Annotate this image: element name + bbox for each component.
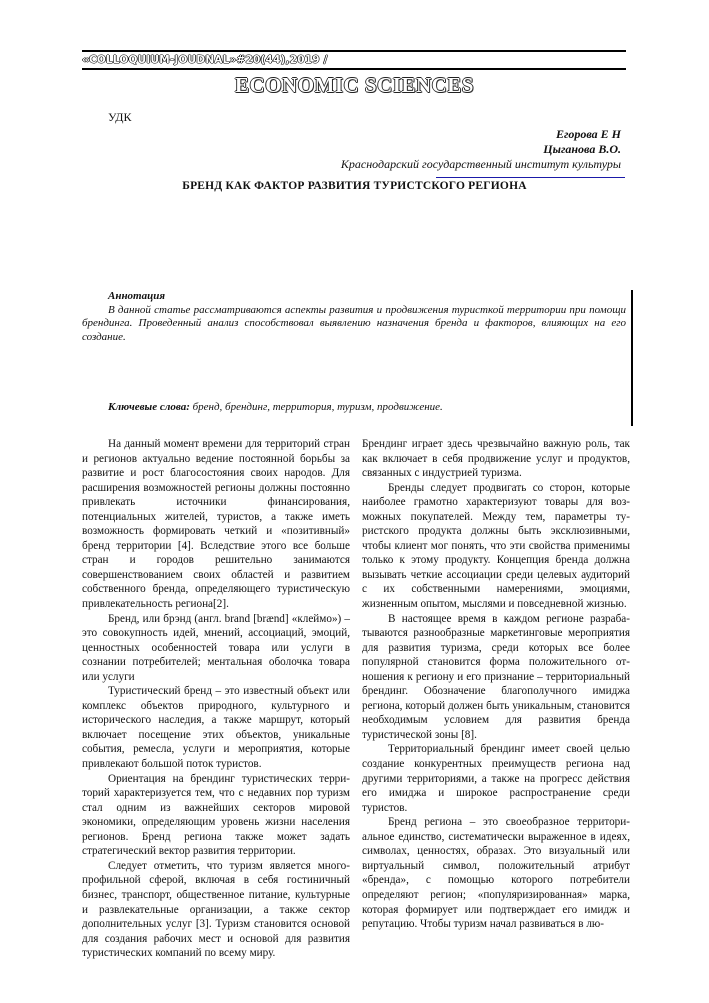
body-left-column [82,437,350,961]
body-paragraph: Ориентация на брендинг туристических территорий характеризуется тем, что с недавних пор туризм стал одним из важнейших секторов мировой экономики, определяющим уровень жизни населения регионов. Бренд региона также может задать стратегический вектор развития территории. [82,772,350,858]
keywords-label: Ключевые слова: [108,401,190,413]
body-paragraph: Туристический бренд – это известный объект или комплекс объектов природного, культурного и исторического наследия, а также маршрут, который включает посещение этих объектов, уникальные события, ремесла, услуги и мероприятия, которые привлекают большой поток туристов. [82,685,350,771]
body-paragraph: Бренды следует продвигать со сторон, которые наиболее грамотно характеризуют товары для возможных покупателей. Между тем, параметры туристского продукта должны быть эксклюзивными, чтобы клиент мог понять, что эти свойства применимы только к этому продукту. Концепция бренда должна вызывать четкие ассоциации среди целевых аудиторий с их собственными намерениями, эмоциями, жизненным опытом, мыслями и повседневной жизнью. [362,481,630,611]
body-paragraph: В настоящее время в каждом регионе разрабатываются разнообразные маркетинговые мероприятия для развития туризма, среди которых все более популярной становится форма положительного отношения к региону и его признание – территориальный брендинг. Обозначение благополучного имиджа региона, который должен быть уникальным, становится необходимым условием для развития бренда туристической зоны [8]. [362,612,630,741]
section-title: ECONOMIC SCIENCES [235,73,474,97]
abstract-text: В данной статье рассматриваются аспекты развития и продвижения туристкой территории при помощи брендинга. Проведенный анализ способствовал выявлению назначения бренда и факторов, влияющих на его создание. [82,303,626,343]
body-paragraph: Территориальный брендинг имеет своей целью создание конкурентных преимуществ региона над другими территориями, а также на прогресс действия его имиджа и широкое распространение среди туристов. [362,743,630,814]
body-paragraph: Следует отметить, что туризм является многопрофильной сферой, включая в себя гостиничный бизнес, транспорт, общественное питание, культурные и развлекательные организации, а также сектор дополнительных услуг [3]. Туризм становится основой для создания рабочих мест и основой для развития туристических компаний по всему миру. [82,859,350,960]
margin-vertical-rule [631,290,633,426]
abstract-heading: Аннотация [108,290,166,302]
journal-header: «COLLOQUIUM-JOUDNAL»#20(44),2019 / [82,54,328,66]
author-block [341,127,621,172]
abstract [82,290,626,344]
body-paragraph: Бренд, или брэнд (англ. brand [brænd] «клеймо») – это совокупность идей, мнений, ассоциаций, эмоций, ценностных особенностей товара или услуги в сознании потребителей; ментальная оболочка товара или услуги [82,612,350,683]
accent-divider [436,177,625,178]
body-paragraph: На данный момент времени для территорий стран и регионов актуально ведение постоянной борьбы за развитие и рост благосостояния своих народов. Для расширения возможностей регионы должны постоянно привлекать источники финансирования, потенциальных жителей, туристов, а также иметь возможность формировать четкий и «позитивный» бренд территории [4]. Вследствие этого все больше стран и городов решительно занимаются совершенствованием своих областей и развитием собственного бренда, определяющего туристическую привлекательность региона[2]. [82,438,350,611]
keywords-text: бренд, брендинг, территория, туризм, продвижение. [189,401,443,413]
udk-label: УДК [108,110,132,124]
author-name: Егорова Е Н [555,127,621,141]
author-name: Цыганова В.О. [543,142,621,156]
body-paragraph: Бренд региона – это своеобразное территориальное единство, систематически выраженное в идеях, символах, ценностях, образах. Это визуальный или виртуальный символ, положительный атрибут «бренда», с помощью которого потребители определяют регион; «популяризированная» марка, которая формирует или подтверждает его имидж и репутацию. Чтобы туризм начал развиваться в лю- [362,816,630,931]
keywords [108,401,443,413]
author-institution: Краснодарский государственный институт культуры [340,157,621,171]
body-paragraph-continuation: Брендинг играет здесь чрезвычайно важную роль, так как включает в себя продвижение услуг и продуктов, связанных с индустрией туризма. [362,438,630,480]
body-right-column [362,437,630,932]
header-bottom-rule [82,68,626,70]
article-title: БРЕНД КАК ФАКТОР РАЗВИТИЯ ТУРИСТСКОГО РЕГИОНА [182,180,527,192]
